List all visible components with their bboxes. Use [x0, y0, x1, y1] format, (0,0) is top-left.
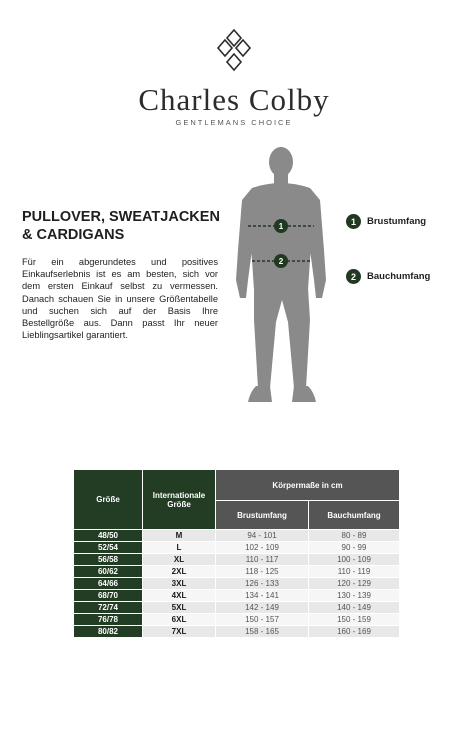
- cell-groesse: 52/54: [74, 542, 142, 553]
- cell-brust: 150 - 157: [216, 614, 308, 625]
- cell-international: L: [143, 542, 215, 553]
- cell-international: 2XL: [143, 566, 215, 577]
- legend-number: 2: [346, 269, 361, 284]
- figure-marker-1: [274, 219, 288, 233]
- size-table: [73, 469, 400, 638]
- cell-groesse: 80/82: [74, 626, 142, 637]
- legend-brustumfang: [346, 214, 426, 229]
- cell-bauch: 90 - 99: [309, 542, 399, 553]
- cell-brust: 102 - 109: [216, 542, 308, 553]
- cell-bauch: 150 - 159: [309, 614, 399, 625]
- brand-name: Charles Colby: [138, 82, 330, 117]
- cell-international: M: [143, 530, 215, 541]
- cell-international: XL: [143, 554, 215, 565]
- svg-text:2: 2: [278, 257, 284, 266]
- svg-text:1: 1: [278, 222, 284, 231]
- cell-bauch: 110 - 119: [309, 566, 399, 577]
- cell-brust: 118 - 125: [216, 566, 308, 577]
- cell-brust: 134 - 141: [216, 590, 308, 601]
- table-row: [74, 542, 399, 553]
- cell-bauch: 120 - 129: [309, 578, 399, 589]
- table-row: [74, 626, 399, 637]
- body-figure: [230, 140, 340, 410]
- page-title-line2: & CARDIGANS: [22, 227, 125, 243]
- intro-text: Für ein abgerundetes und positives Einkaufserlebnis ist es am besten, sich vor dem ersten Einkauf selbst zu vermessen. Danach schauen Sie in unsere Größentabelle und suchen sich auf der Basis Ihre Bestellgröße aus. Dann passt Ihr neuer Lieblingsartikel garantiert.: [22, 257, 218, 341]
- table-row: [74, 578, 399, 589]
- cell-bauch: 130 - 139: [309, 590, 399, 601]
- col-header-groesse: Größe: [74, 470, 142, 529]
- col-header-koerpermasse: Körpermaße in cm: [216, 470, 399, 500]
- cell-bauch: 140 - 149: [309, 602, 399, 613]
- table-row: [74, 566, 399, 577]
- cell-groesse: 72/74: [74, 602, 142, 613]
- cell-groesse: 76/78: [74, 614, 142, 625]
- col-header-brust: Brustumfang: [216, 501, 308, 529]
- col-header-bauch: Bauchumfang: [309, 501, 399, 529]
- page-title-line1: PULLOVER, SWEATJACKEN: [22, 209, 220, 225]
- cell-groesse: 68/70: [74, 590, 142, 601]
- cell-bauch: 80 - 89: [309, 530, 399, 541]
- table-row: [74, 554, 399, 565]
- legend-number: 1: [346, 214, 361, 229]
- cell-international: 7XL: [143, 626, 215, 637]
- page-title: [22, 208, 232, 244]
- col-header-international: Internationale Größe: [143, 470, 215, 529]
- cell-groesse: 48/50: [74, 530, 142, 541]
- legend-label: Bauchumfang: [367, 271, 431, 282]
- cell-bauch: 100 - 109: [309, 554, 399, 565]
- table-row: [74, 602, 399, 613]
- cell-brust: 158 - 165: [216, 626, 308, 637]
- brand-tagline: GENTLEMANS CHOICE: [175, 118, 293, 127]
- cell-international: 5XL: [143, 602, 215, 613]
- cell-brust: 94 - 101: [216, 530, 308, 541]
- cell-brust: 110 - 117: [216, 554, 308, 565]
- figure-marker-2: [274, 254, 288, 268]
- cell-bauch: 160 - 169: [309, 626, 399, 637]
- table-row: [74, 530, 399, 541]
- table-row: [74, 614, 399, 625]
- cell-groesse: 64/66: [74, 578, 142, 589]
- cell-international: 3XL: [143, 578, 215, 589]
- cell-brust: 126 - 133: [216, 578, 308, 589]
- diamond-logo-icon: [216, 28, 252, 74]
- table-row: [74, 590, 399, 601]
- cell-groesse: 56/58: [74, 554, 142, 565]
- legend-label: Brustumfang: [367, 216, 427, 227]
- cell-international: 6XL: [143, 614, 215, 625]
- cell-brust: 142 - 149: [216, 602, 308, 613]
- cell-groesse: 60/62: [74, 566, 142, 577]
- legend-bauchumfang: [346, 269, 430, 284]
- cell-international: 4XL: [143, 590, 215, 601]
